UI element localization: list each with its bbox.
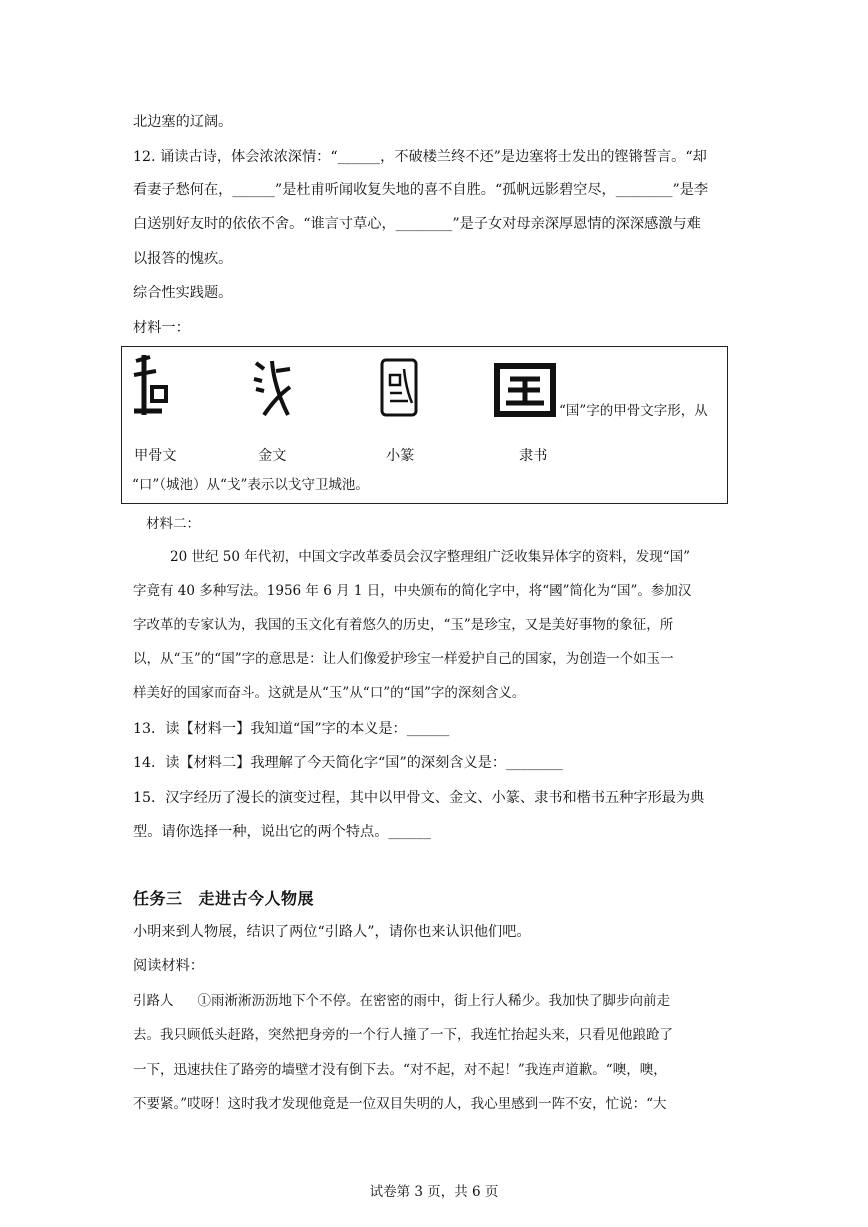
material-1-label: 材料一： xyxy=(133,320,190,336)
material-2-label: 材料二： xyxy=(146,516,200,532)
story-title: 引路人 xyxy=(133,993,174,1009)
story-line-2: 去。我只顾低头赶路，突然把身旁的一个行人撞了一下，我连忙抬起头来，只看见他踉跄了 xyxy=(133,1027,673,1043)
practice-title: 综合性实践题。 xyxy=(133,285,233,301)
clerical-guo-glyph xyxy=(494,363,556,417)
question-12-line-1: 12. 诵读古诗，体会浓浓深情：“______，不破楼兰终不还”是边塞将士发出的铿锵誓言。“却 xyxy=(133,149,707,165)
story-line-4: 不要紧。”哎呀！这时我才发现他竟是一位双目失明的人，我心里感到一阵不安，忙说：“大 xyxy=(133,1096,667,1112)
material-2-line-3: 字改革的专家认为，我国的玉文化有着悠久的历史，“玉”是珍宝，又是美好事物的象征，所 xyxy=(133,617,674,633)
form-label-bronze: 金文 xyxy=(258,448,287,464)
material-1-note-bottom: “口”（城池）从“戈”表示以戈守卫城池。 xyxy=(132,477,369,493)
task-3-heading xyxy=(133,886,314,909)
reading-material-label: 阅读材料： xyxy=(133,958,204,974)
bronze-guo-glyph xyxy=(250,357,294,419)
question-12-line-4: 以报答的愧疚。 xyxy=(133,251,233,267)
form-label-oracle: 甲骨文 xyxy=(134,448,177,464)
question-13: 13．读【材料一】我知道“国”字的本义是：______ xyxy=(133,721,450,737)
material-2-line-4: 以，从“玉”的“国”字的意思是：让人们像爱护珍宝一样爱护自己的国家，为创造一个如玉一 xyxy=(133,651,674,667)
task-3-label: 任务三 xyxy=(133,889,183,908)
question-12-line-3: 白送别好友时的依依不舍。“谁言寸草心，________”是子女对母亲深厚恩情的深深感激与难 xyxy=(133,216,701,232)
task-3-intro: 小明来到人物展，结识了两位“引路人”，请你也来认识他们吧。 xyxy=(133,924,531,940)
small-seal-guo-glyph xyxy=(378,357,422,419)
material-2-line-5: 样美好的国家而奋斗。这就是从“玉”从“口”的“国”字的深刻含义。 xyxy=(133,685,526,701)
story-line-1 xyxy=(133,991,670,1011)
task-3-title: 走进古今人物展 xyxy=(198,889,315,908)
question-12-line-2: 看妻子愁何在，______”是杜甫听闻收复失地的喜不自胜。“孤帆远影碧空尽，________”是李 xyxy=(133,182,709,198)
form-label-small-seal: 小篆 xyxy=(386,448,415,464)
story-line-3: 一下，迅速扶住了路旁的墙壁才没有倒下去。“对不起，对不起！”我连声道歉。“噢，噢， xyxy=(133,1062,667,1078)
story-paragraph-1-start: ①雨淅淅沥沥地下个不停。在密密的雨中，街上行人稀少。我加快了脚步向前走 xyxy=(197,993,670,1009)
question-15-line-2: 型。请你选择一种，说出它的两个特点。______ xyxy=(133,824,431,840)
text-line-1: 北边塞的辽阔。 xyxy=(133,114,233,130)
material-1-box xyxy=(121,346,728,504)
form-label-clerical: 隶书 xyxy=(519,448,548,464)
oracle-bone-guo-glyph xyxy=(132,353,172,417)
material-1-note-right: “国”字的甲骨文字形，从 xyxy=(559,403,708,419)
material-2-line-2: 字竟有 40 多种写法。1956 年 6 月 1 日，中央颁布的简化字中，将“國”简化为“国”。参加汉 xyxy=(133,583,692,599)
material-2-line-1: 20 世纪 50 年代初，中国文字改革委员会汉字整理组广泛收集异体字的资料，发现“国” xyxy=(170,549,691,565)
page-footer: 试卷第 3 页，共 6 页 xyxy=(369,1184,499,1200)
question-14: 14．读【材料二】我理解了今天简化字“国”的深刻含义是：________ xyxy=(133,755,563,771)
question-15-line-1: 15．汉字经历了漫长的演变过程，其中以甲骨文、金文、小篆、隶书和楷书五种字形最为典 xyxy=(133,790,705,806)
